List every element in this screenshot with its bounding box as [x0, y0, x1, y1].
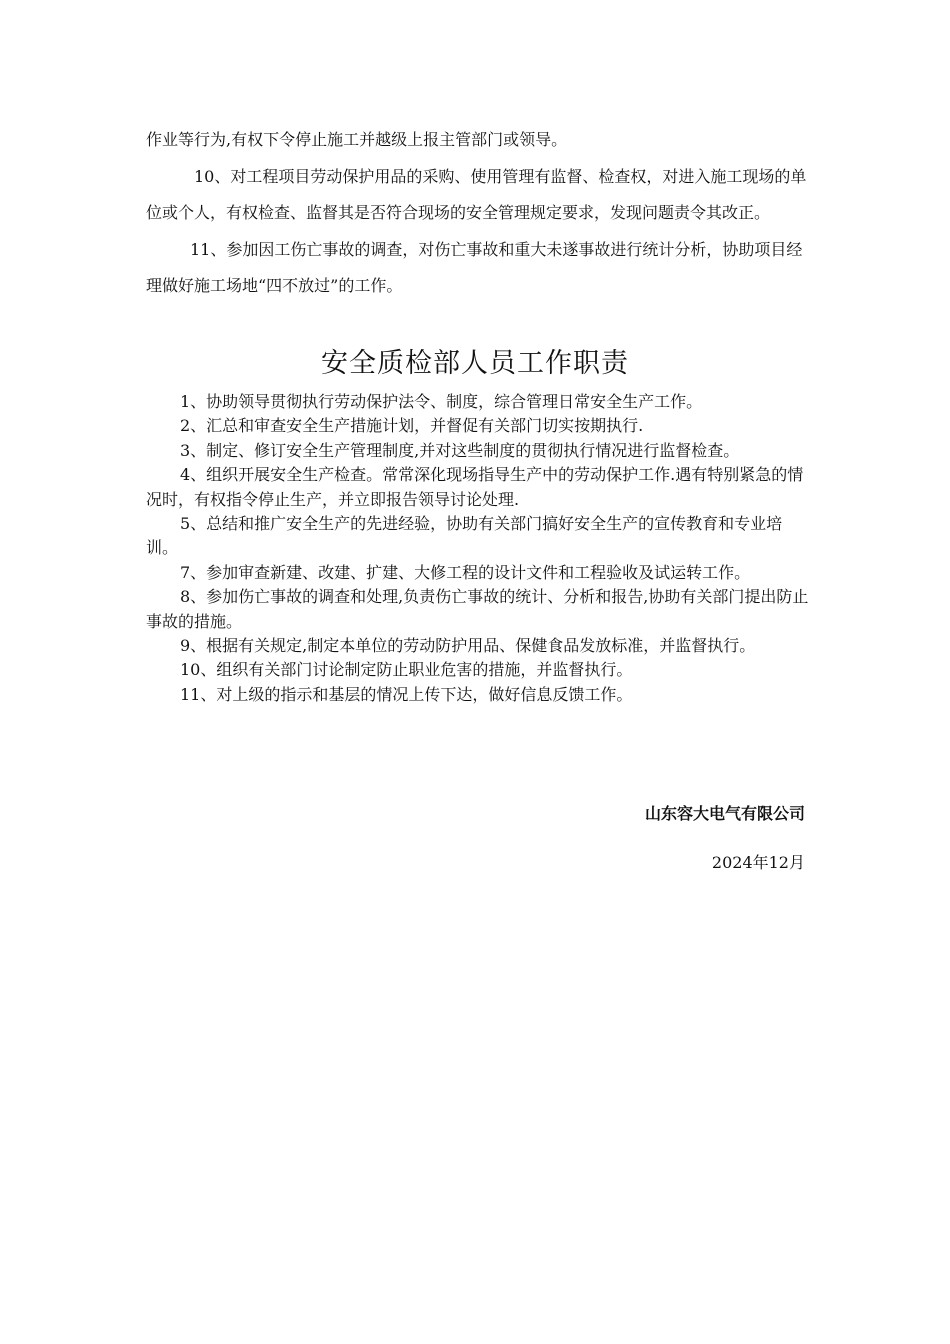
paragraph: 11、参加因工伤亡事故的调查，对伤亡事故和重大未遂事故进行统计分析，协助项目经理做好施工场地“四不放过”的工作。 [146, 239, 803, 295]
continued-duties-section [146, 122, 812, 305]
duty-item: 8、参加伤亡事故的调查和处理,负责伤亡事故的统计、分析和报告,协助有关部门提出防止事故的措施。 [146, 587, 809, 631]
duty-item: 4、组织开展安全生产检查。常常深化现场指导生产中的劳动保护工作.遇有特别紧急的情况时，有权指令停止生产，并立即报告领导讨论处理. [146, 465, 804, 509]
section-title: 安全质检部人员工作职责 [321, 348, 629, 379]
duty-item: 2、汇总和审查安全生产措施计划，并督促有关部门切实按期执行. [180, 416, 644, 436]
paragraph: 10、对工程项目劳动保护用品的采购、使用管理有监督、检查权，对进入施工现场的单位或个人，有权检查、监督其是否符合现场的安全管理规定要求，发现问题责令其改正。 [146, 166, 807, 222]
duty-item: 11、对上级的指示和基层的情况上传下达，做好信息反馈工作。 [180, 684, 633, 704]
duty-item: 7、参加审查新建、改建、扩建、大修工程的设计文件和工程验收及试运转工作。 [180, 562, 751, 582]
duties-list [146, 390, 810, 707]
duty-item: 10、组织有关部门讨论制定防止职业危害的措施，并监督执行。 [180, 660, 633, 680]
duty-item: 5、总结和推广安全生产的先进经验，协助有关部门搞好安全生产的宣传教育和专业培训。 [146, 514, 783, 558]
duty-item: 1、协助领导贯彻执行劳动保护法令、制度，综合管理日常安全生产工作。 [180, 392, 703, 411]
company-name: 山东容大电气有限公司 [644, 804, 805, 823]
paragraph: 作业等行为,有权下令停止施工并越级上报主管部门或领导。 [146, 130, 568, 149]
duty-item: 3、制定、修订安全生产管理制度,并对这些制度的贯彻执行情况进行监督检查。 [180, 440, 740, 460]
duty-item: 9、根据有关规定,制定本单位的劳动防护用品、保健食品发放标准，并监督执行。 [180, 636, 756, 656]
document-date: 2024年12月 [711, 853, 805, 872]
